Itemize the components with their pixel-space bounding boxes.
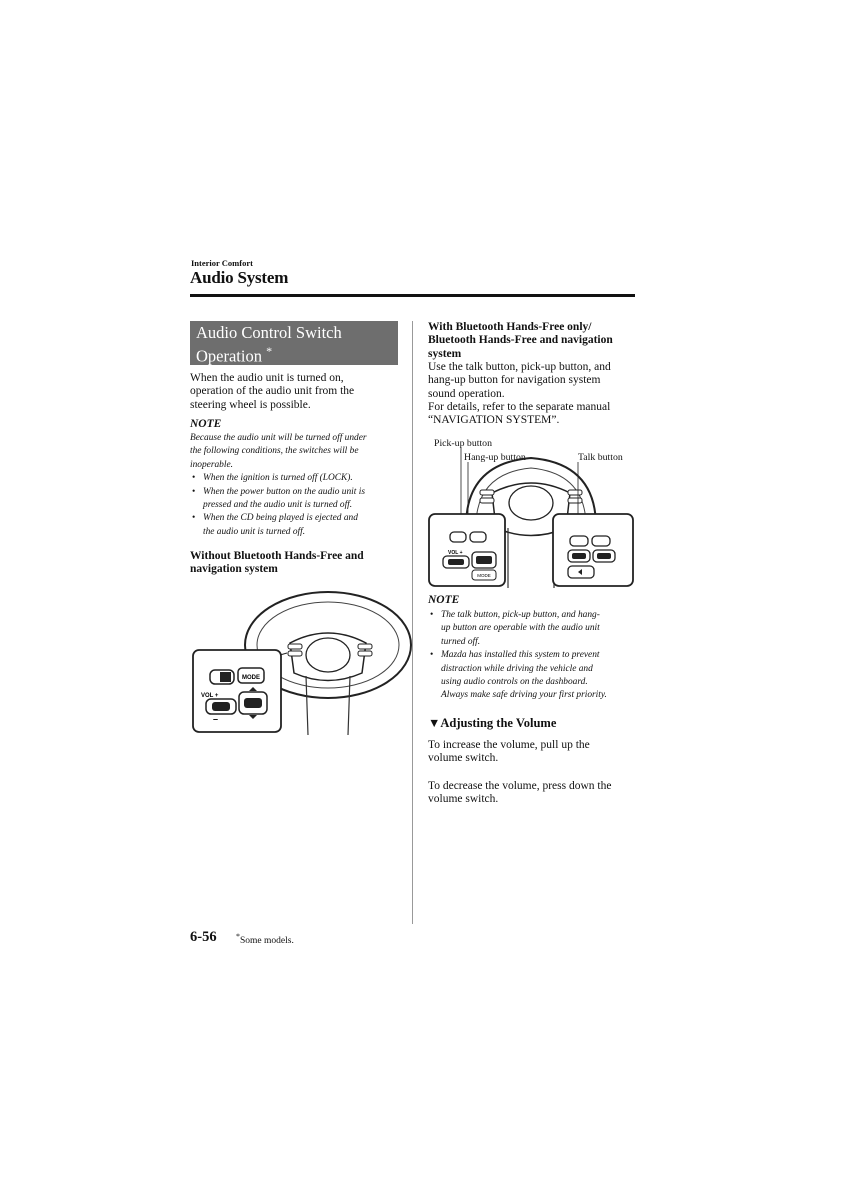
section-heading-box [190,321,398,365]
right-note-bullets [428,609,640,703]
section-heading-star: * [266,344,273,358]
note-line: inoperable. [190,459,233,470]
right-note-body [428,609,640,703]
left-note-body [190,432,405,539]
section-heading-text: Operation [196,346,262,366]
note-bullet: • The talk button, pick-up button, and hang- up button are operable with the audio unit turned off. [428,609,640,649]
hangup-button-callout: Hang-up button [464,452,526,463]
talk-button-callout: Talk button [578,452,623,463]
mode-label: MODE [242,675,260,681]
mode-label-right: MODE [477,573,491,578]
minus-label: – [213,714,219,724]
footnote-star: * [236,932,240,941]
intro-line: operation of the audio unit from the [190,385,355,398]
with-bluetooth-body: Use the talk button, pick-up button, and hang-up button for navigation system sound operation. For details, refer to the separate manual “NAVIGATION SYSTEM”. [428,361,611,427]
pickup-button-callout: Pick-up button [434,438,492,449]
footnote [236,932,294,946]
decrease-volume-text: To decrease the volume, press down the volume switch. [428,780,612,806]
intro-line: When the audio unit is turned on, [190,372,344,384]
note-bullet: • Mazda has installed this system to prevent distraction while driving the vehicle and using audio controls on the dashboard. Always make safe driving your first priority. [428,649,640,703]
vol-label-right: VOL + [448,550,463,556]
without-bluetooth-heading: Without Bluetooth Hands-Free and navigation system [190,550,364,576]
with-bluetooth-heading: With Bluetooth Hands-Free only/ Bluetooth Hands-Free and navigation system [428,321,613,360]
note-bullet: • When the power button on the audio unit is pressed and the audio unit is turned off. [190,486,405,513]
adjusting-volume-heading: ▼Adjusting the Volume [428,716,557,730]
right-note-title: NOTE [428,594,460,606]
note-line: the following conditions, the switches will be [190,446,359,457]
triangle-marker-icon: ▼ [428,716,441,730]
increase-volume-text: To increase the volume, pull up the volume switch. [428,739,590,765]
intro-line: steering wheel is possible. [190,398,311,411]
page-number: 6-56 [190,929,217,945]
column-divider [412,321,413,924]
steering-wheel-illustration-right [428,448,636,590]
section-heading-line2 [196,342,392,366]
note-line: Because the audio unit will be turned off under [190,433,367,443]
note-bullet: • When the CD being played is ejected and the audio unit is turned off. [190,512,405,539]
section-label: Interior Comfort [191,258,253,268]
footnote-text: Some models. [240,936,294,947]
left-note-bullets [190,472,405,539]
section-heading-line1: Audio Control Switch [196,323,342,342]
steering-wheel-illustration-left [190,588,412,736]
header-rule [190,294,635,297]
chapter-title: Audio System [190,268,289,287]
intro-paragraph [190,372,405,412]
left-note-title: NOTE [190,418,222,430]
note-bullet: • When the ignition is turned off (LOCK). [190,472,405,485]
vol-label: VOL + [201,693,219,699]
